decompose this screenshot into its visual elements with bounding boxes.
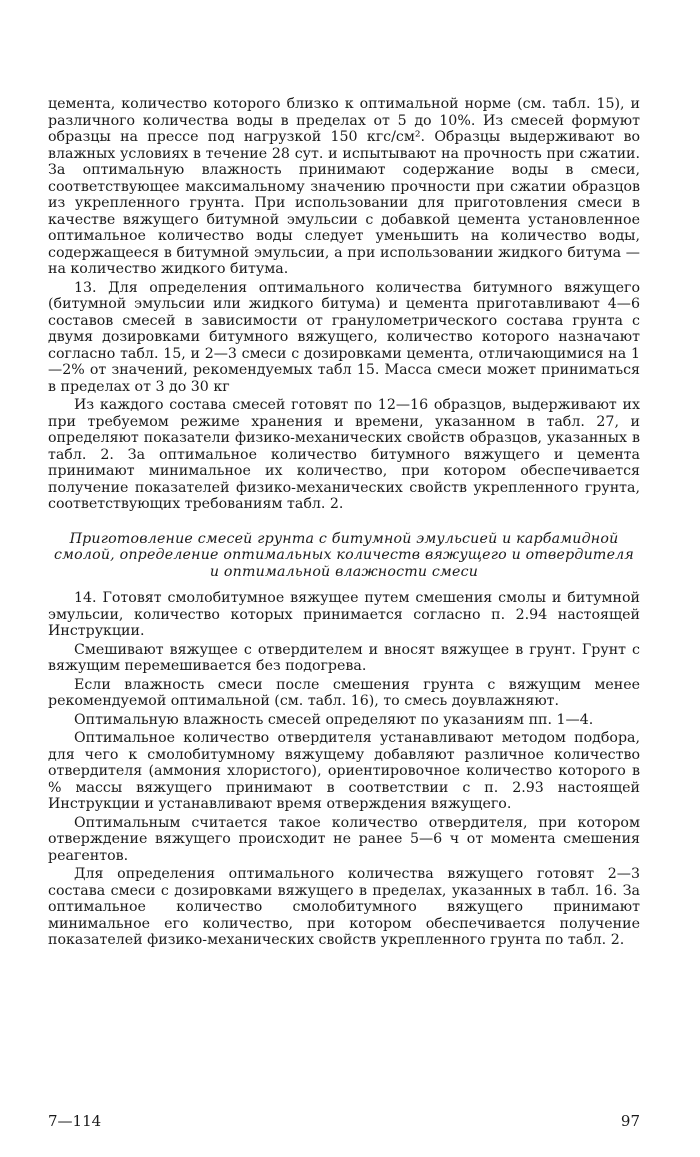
paragraph-binder-optimal: Для определения оптимального количества вяжущего готовят 2—3 состава смеси с дозировками вяжущего в пределах, указанных в табл. 16. За оптимальное количество смолобитумного вяжущего принимают минимальное его количество, при котором обеспечивается получение показателей физико-механических свойств укрепленного грунта по табл. 2.	[48, 866, 640, 948]
paragraph-optimal-moisture: Оптимальную влажность смесей определяют по указаниям пп. 1—4.	[74, 711, 594, 728]
page-footer	[48, 1112, 640, 1130]
paragraph-hardener-optimal: Оптимальным считается такое количество отвердителя, при котором отверждение вяжущего происходит не ранее 5—6 ч от момента смешения реагентов.	[48, 814, 640, 864]
paragraph-14: 14. Готовят смолобитумное вяжущее путем смешения смолы и битумной эмульсии, количество которых принимается согласно п. 2.94 настоящей Инструкции.	[48, 590, 640, 639]
paragraph-13: 13. Для определения оптимального количества битумного вяжущего (битумной эмульсии или жидкого битума) и цемента приготавливают 4—6 составов смесей в зависимости от гранулометрического состава грунта с двумя дозировками битумного вяжущего, количество которого назначают согласно табл. 15, и 2—3 смеси с дозировками цемента, отличающимися на 1—2% от значений, рекомендуемых табл 15. Масса смеси может приниматься в пределах от 3 до 30 кг	[48, 279, 640, 395]
section-heading: Приготовление смесей грунта с битумной эмульсией и карбамидной смолой, определение оптимальных количеств вяжущего и отвердителя и оптимальной влажности смеси	[54, 530, 634, 580]
paragraph-mixing: Смешивают вяжущее с отвердителем и вносят вяжущее в грунт. Грунт с вяжущим перемешивается без подогрева.	[48, 641, 640, 674]
paragraph-samples: Из каждого состава смесей готовят по 12—16 образцов, выдерживают их при требуемом режиме хранения и времени, указанном в табл. 27, и определяют показатели физико-механических свойств образцов, указанных в табл. 2. За оптимальное количество битумного вяжущего и цемента принимают минимальное их количество, при котором обеспечивается получение показателей физико-механических свойств укрепленного грунта, соответствующих требованиям табл. 2.	[48, 397, 640, 512]
paragraph-hardener: Оптимальное количество отвердителя устанавливают методом подбора, для чего к смолобитумному вяжущему добавляют различное количество отвердителя (аммония хлористого), ориентировочное количество которого в % массы вяжущего принимают в соответствии с п. 2.93 настоящей Инструкции и устанавливают время отверждения вяжущего.	[48, 730, 640, 812]
page-number: 97	[620, 1112, 640, 1130]
printer-signature: 7—114	[48, 1112, 102, 1130]
paragraph-continuation: цемента, количество которого близко к оптимальной норме (см. табл. 15), и различного количества воды в пределах от 5 до 10%. Из смесей формуют образцы на прессе под нагрузкой 150 кгс/см². Образцы выдерживают во влажных условиях в течение 28 сут. и испытывают на прочность при сжатии. За оптимальную влажность принимают содержание воды в смеси, соответствующее максимальному значению прочности при сжатии образцов из укрепленного грунта. При использовании для приготовления смеси в качестве вяжущего битумной эмульсии с добавкой цемента установленное оптимальное количество воды следует уменьшить на количество воды, содержащееся в битумной эмульсии, а при использовании жидкого битума — на количество жидкого битума.	[48, 96, 640, 277]
paragraph-moisture: Если влажность смеси после смешения грунта с вяжущим менее рекомендуемой оптимальной (см. табл. 16), то смесь доувлажняют.	[48, 676, 640, 709]
